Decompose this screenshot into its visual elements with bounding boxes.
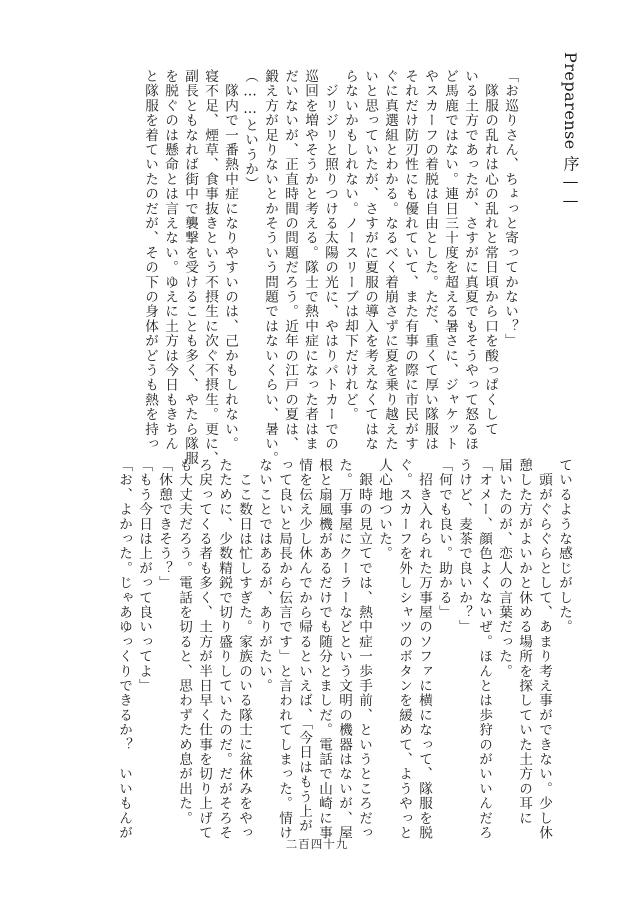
text-line: 隊服の乱れは心の乱れと常日頃から口を酸っぱくして — [482, 69, 498, 437]
text-line: うけど、麦茶で良いか？」 — [456, 458, 472, 635]
text-line: やスカーフの着脱は自由とした。ただ、重くて厚い隊服は — [422, 69, 438, 452]
text-line: と隊服を着ていたのだが、その下の身体がどうも熱を持っ — [142, 69, 158, 452]
text-line: 隊内で一番熱中症になりやすいのは、己かもしれない。 — [222, 69, 238, 452]
text-line: 「オメー、顔色よくないぜ。ほんとは歩狩のがいいんだろ — [476, 458, 492, 841]
text-line: 鍛え方が足りないとかそういう問題ではないくらい、暑い。 — [262, 69, 278, 466]
text-line: 届いたのが、恋人の言葉だった。 — [496, 458, 512, 679]
text-line: 副長ともなれば街中で襲撃を受けることも多く、やたら隊服 — [182, 69, 198, 466]
chapter-heading — [559, 52, 582, 209]
text-line: た。万事屋にクーラーなどという文明の機器はないが、屋 — [336, 458, 352, 841]
text-line: も大丈夫だろう。電話を切ると、思わずため息が出た。 — [176, 458, 192, 826]
text-line: いと思っていたが、さすがに夏服の導入を考えなくてはな — [362, 69, 378, 452]
text-line: ぐ。スカーフを外しシャツのボタンを緩めて、ようやっと — [396, 458, 412, 841]
page-number: 二百四十九 — [285, 837, 349, 851]
text-line: って良いと局長から伝言です」と言われてしまった。情け — [276, 458, 292, 841]
text-line: 招き入れられた万事屋のソファに横になって、隊服を脱 — [416, 458, 432, 841]
text-line: ないことではあるが、ありがたい。 — [256, 458, 272, 694]
text-line: 頭がぐらぐらとして、あまり考え事ができない。少し休 — [536, 458, 552, 841]
text-line: 「休憩できそう？」 — [156, 458, 172, 591]
text-line: 銀時の見立てでは、熱中症一歩手前、というところだっ — [356, 458, 372, 841]
text-line: 巡回を増やそうかと考える。隊士で熱中症になった者はま — [302, 69, 318, 452]
text-block-top — [140, 69, 520, 466]
text-line: 憩した方がよいかと休める場所を探していた土方の耳に — [516, 458, 532, 826]
chapter-latin-title: Preparense — [561, 52, 580, 150]
text-line: 「お巡りさん、ちょっと寄ってかない？」 — [502, 69, 518, 349]
text-line: 人心地ついた。 — [376, 458, 392, 561]
text-line: （……というか） — [242, 69, 258, 192]
text-line: ど馬鹿ではない。連日三十度を超える暑さに、ジャケット — [442, 69, 458, 452]
text-line: ここ数日は忙しすぎた。家族のいる隊士に盆休みをやっ — [236, 458, 252, 841]
text-line: らないかもしれない。ノースリーブは却下だけれど。 — [342, 69, 358, 422]
text-line: いる土方であったが、さすがに真夏でもそうやって怒るほ — [462, 69, 478, 452]
text-line: たために、少数精鋭で切り盛りしていたのだ。だがそろそ — [216, 458, 232, 841]
text-line: ぐに真選組とわかる。なるべく着崩さずに夏を乗り越えた — [382, 69, 398, 452]
text-line: だいないが、正直時間の問題だろう。近年の江戸の夏は、 — [282, 69, 298, 452]
text-line: を脱ぐのは懸命とは言えない。ゆえに土方は今日もきちん — [162, 69, 178, 452]
text-line: 「お、よかった。じゃあゆっくりできるか？ いいもんが — [116, 458, 132, 841]
text-line: ジリジリと照りつける太陽の光に、やはりパトカーでの — [322, 69, 338, 452]
text-line: 「何でも良い。助かる」 — [436, 458, 452, 620]
text-line: 根と扇風機があるだけでも随分とましだ。電話で山崎に事 — [316, 458, 332, 841]
text-line: 「もう今日は上がって良いってよ」 — [136, 458, 152, 694]
text-line: 情を伝え少し休んでから帰るといえば、「今日はもう上が — [296, 458, 312, 834]
text-line: ろ戻ってくる者も多く、土方が半日早く仕事を切り上げて — [196, 458, 212, 841]
text-line: それだけ防刃性にも優れていて、また有事の際に市民がす — [402, 69, 418, 452]
text-block-bottom — [114, 458, 574, 841]
chapter-title-japanese: 序—— — [561, 155, 580, 210]
text-line: 寝不足、煙草、食事抜きという不摂生に次ぐ不摂生。更に、 — [202, 69, 218, 466]
text-line: ているような感じがした。 — [556, 458, 572, 635]
